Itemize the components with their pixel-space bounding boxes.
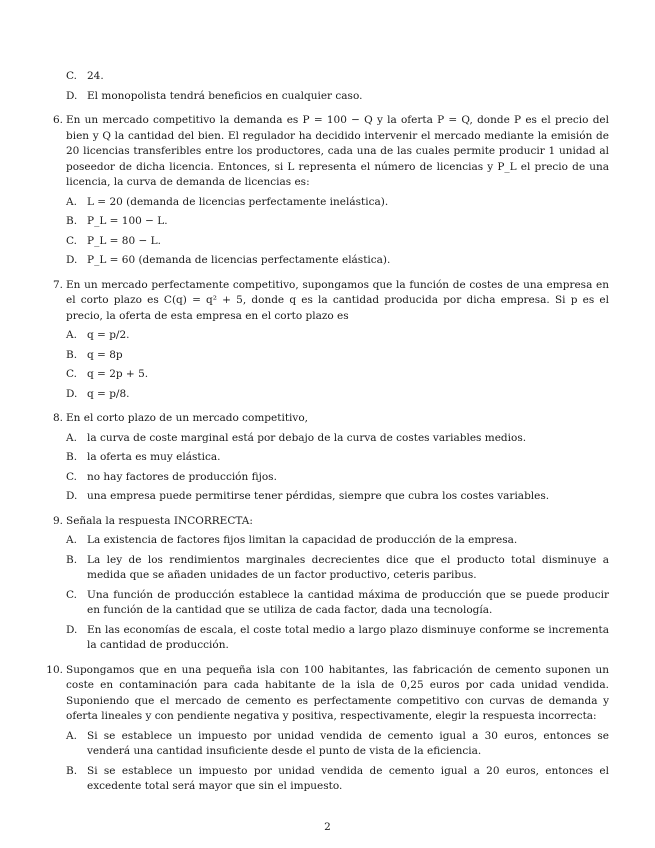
option-d: D. q = p/8. [66, 387, 130, 400]
option-c: C. q = 2p + 5. [66, 368, 149, 380]
option-a: A. L = 20 (demanda de licencias perfectamente inelástica). [66, 195, 389, 208]
option-b: B. q = 8p [66, 348, 123, 361]
option-a: A. q = p/2. [66, 329, 130, 341]
question-8 [52, 411, 609, 505]
question-stem: Supongamos que en una pequeña isla con 100 habitantes, las fabricación de cemento suponen un coste en contaminación para cada habitante de la isla de 0,25 euros por cada unidad vendida. Suponiendo que el mercado de cemento es perfectamente competitivo con curvas de demanda y oferta lineales y con pendiente negativa y positiva, respectivamente, elegir la respuesta incorrecta: [66, 663, 609, 722]
option-list [66, 729, 609, 795]
option-c-prev: C. 24. [66, 70, 104, 82]
question-stem: En el corto plazo de un mercado competitivo, [66, 412, 308, 424]
question-stem: En un mercado competitivo la demanda es P = 100 − Q y la oferta P = Q, donde P es el precio del bien y Q la cantidad del bien. El regulador ha decidido intervenir el mercado mediante la emisión de 20 licencias transferibles entre los productores, cada una de las cuales permite producir 1 unidad al poseedor de dicha licencia. Entonces, si L representa el número de licencias y P_L el precio de una licencia, la curva de demanda de licencias es: [66, 114, 609, 188]
question-7 [52, 278, 609, 403]
option-c: C. Una función de producción establece la cantidad máxima de producción que se puede producir en función de la cantidad que se utiliza de cada factor, dada una tecnología. [66, 588, 609, 616]
option-d: D. P_L = 60 (demanda de licencias perfectamente elástica). [66, 254, 391, 266]
question-number: 6. [52, 114, 63, 126]
option-list [66, 533, 609, 654]
option-b: B. la oferta es muy elástica. [66, 451, 221, 463]
option-list [66, 431, 609, 505]
question-number: 9. [52, 514, 63, 527]
option-a: A. Si se establece un impuesto por unidad vendida de cemento igual a 30 euros, entonces se venderá una cantidad insuficiente desde el punto de vista de la eficiencia. [66, 729, 609, 757]
question-6 [52, 113, 609, 269]
question-stem: Señala la respuesta INCORRECTA: [66, 514, 253, 527]
option-a: A. La existencia de factores fijos limitan la capacidad de producción de la empresa. [66, 534, 518, 546]
option-d: D. una empresa puede permitirse tener pérdidas, siempre que cubra los costes variables. [66, 490, 550, 502]
option-list [66, 328, 609, 402]
option-c: C. no hay factores de producción fijos. [66, 470, 277, 483]
question-9 [52, 514, 609, 654]
question-10 [46, 663, 609, 795]
continued-options [66, 69, 609, 104]
question-number: 10. [46, 663, 63, 676]
page-number: 2 [324, 821, 331, 833]
question-number: 7. [52, 278, 63, 291]
question-stem: En un mercado perfectamente competitivo, supongamos que la función de costes de una empresa en el corto plazo es C(q) = q² + 5, donde q es la cantidad producida por dicha empresa. Si p es el precio, la oferta de esta empresa en el corto plazo es [66, 278, 609, 322]
option-list [66, 195, 609, 269]
option-a: A. la curva de coste marginal está por debajo de la curva de costes variables medios. [66, 431, 527, 444]
option-d-prev: D. El monopolista tendrá beneficios en cualquier caso. [66, 89, 363, 102]
option-b: B. P_L = 100 − L. [66, 215, 168, 227]
question-number: 8. [52, 412, 63, 424]
option-c: C. P_L = 80 − L. [66, 234, 161, 247]
option-b: B. Si se establece un impuesto por unidad vendida de cemento igual a 20 euros, entonces el excedente total será mayor que sin el impuesto. [66, 764, 609, 792]
option-d: D. En las economías de escala, el coste total medio a largo plazo disminuye conforme se incrementa la cantidad de producción. [66, 623, 609, 651]
option-b: B. La ley de los rendimientos marginales decrecientes dice que el producto total disminuye a medida que se añaden unidades de un factor productivo, ceteris paribus. [66, 553, 609, 581]
